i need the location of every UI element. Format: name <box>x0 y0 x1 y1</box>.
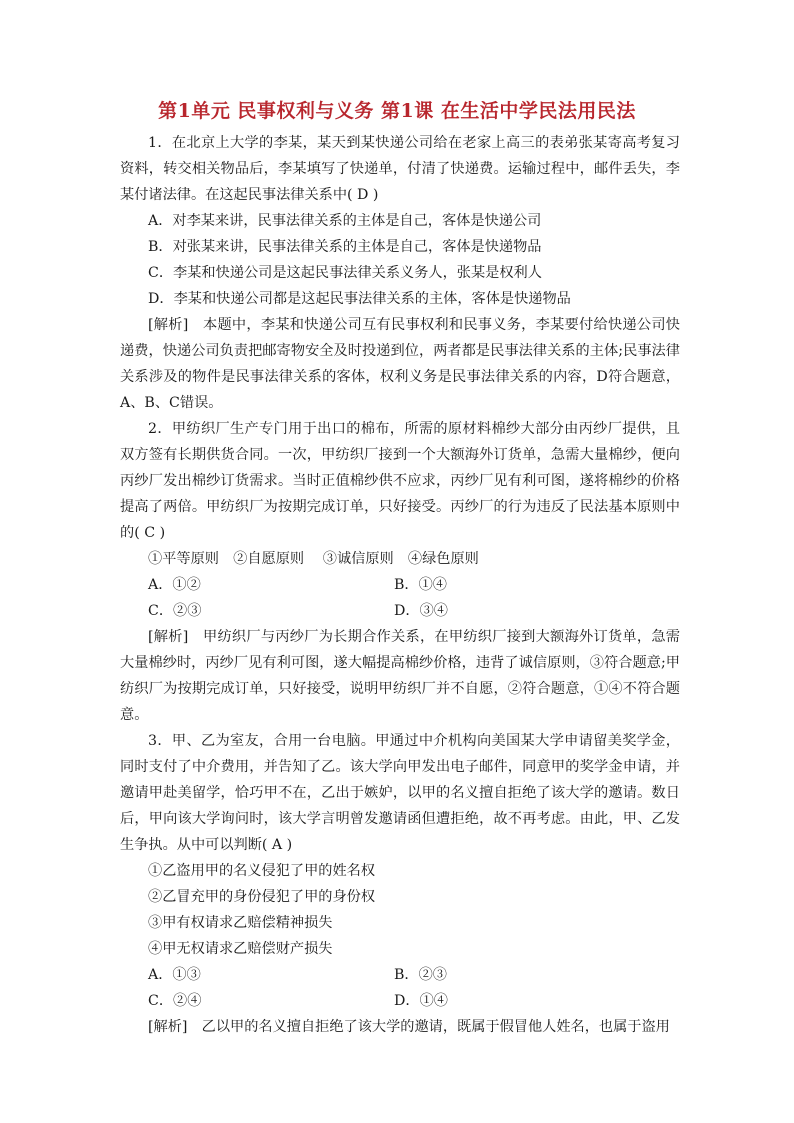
question-3-option-a: A．①③ <box>148 967 201 983</box>
question-3-analysis: [解析] 乙以甲的名义擅自拒绝了该大学的邀请，既属于假冒他人姓名，也属于盗用 <box>148 1019 670 1035</box>
question-1-option-d: D．李某和快递公司都是这起民事法律关系的主体，客体是快递物品 <box>148 291 571 307</box>
question-3-item-2: ②乙冒充甲的身份侵犯了甲的身份权 <box>148 889 376 905</box>
question-2-stem: 2．甲纺织厂生产专门用于出口的棉布，所需的原材料棉纱大部分由丙纱厂提供，且双方签有长期供货合同。一次，甲纺织厂接到一个大额海外订货单，急需大量棉纱，便向丙纱厂发出棉纱订货需求。当时正值棉纱供不应求，丙纱厂见有利可图，遂将棉纱的价格提高了两倍。甲纺织厂为按期完成订单，只好接受。丙纱厂的行为违反了民法基本原则中的( C ) <box>120 421 680 541</box>
question-3-option-c: C．②④ <box>148 993 202 1009</box>
question-2-analysis: [解析] 甲纺织厂与丙纱厂为长期合作关系，在甲纺织厂接到大额海外订货单，急需大量棉纱时，丙纱厂见有利可图，遂大幅提高棉纱价格，违背了诚信原则，③符合题意;甲纺织厂为按期完成订单，只好接受，说明甲纺织厂并不自愿，②符合题意，①④不符合题意。 <box>120 629 680 723</box>
question-3-item-4: ④甲无权请求乙赔偿财产损失 <box>148 941 333 957</box>
question-3-item-1: ①乙盗用甲的名义侵犯了甲的姓名权 <box>148 863 376 879</box>
page-title: 第1单元 民事权利与义务 第1课 在生活中学民法用民法 <box>158 100 636 122</box>
question-3-options-row-1 <box>120 962 680 988</box>
question-3-item-3: ③甲有权请求乙赔偿精神损失 <box>148 915 333 931</box>
question-1-analysis: [解析] 本题中，李某和快递公司互有民事权利和民事义务，李某要付给快递公司快递费，快递公司负责把邮寄物安全及时投递到位，两者都是民事法律关系的主体;民事法律关系涉及的物件是民事法律关系的客体，权利义务是民事法律关系的内容，D符合题意，A、B、C错误。 <box>120 317 680 411</box>
question-3-option-b: B．②③ <box>394 967 447 983</box>
question-3-option-d: D．①④ <box>394 993 448 1009</box>
question-1-option-c: C．李某和快递公司是这起民事法律关系义务人，张某是权利人 <box>148 265 542 281</box>
question-1-stem: 1．在北京上大学的李某，某天到某快递公司给在老家上高三的表弟张某寄高考复习资料，转交相关物品后，李某填写了快递单，付清了快递费。运输过程中，邮件丢失，李某付诸法律。在这起民事法律关系中( D ) <box>120 135 680 203</box>
question-1-option-a: A．对李某来讲，民事法律关系的主体是自己，客体是快递公司 <box>148 213 542 229</box>
question-2-items: ①平等原则 ②自愿原则 ③诚信原则 ④绿色原则 <box>148 551 479 567</box>
question-2-options-row-2 <box>120 598 680 624</box>
question-3-stem: 3．甲、乙为室友，合用一台电脑。甲通过中介机构向美国某大学申请留美奖学金，同时支付了中介费用，并告知了乙。该大学向甲发出电子邮件，同意甲的奖学金申请，并邀请甲赴美留学，恰巧甲不在，乙出于嫉妒，以甲的名义擅自拒绝了该大学的邀请。数日后，甲向该大学询问时，该大学言明曾发邀请函但遭拒绝，故不再考虑。由此，甲、乙发生争执。从中可以判断( A ) <box>120 733 680 853</box>
question-2-options-row-1 <box>120 572 680 598</box>
question-2-option-d: D．③④ <box>394 603 448 619</box>
question-2-option-b: B．①④ <box>394 577 447 593</box>
question-1-option-b: B．对张某来讲，民事法律关系的主体是自己，客体是快递物品 <box>148 239 542 255</box>
question-3-options-row-2 <box>120 988 680 1014</box>
question-2-option-c: C．②③ <box>148 603 202 619</box>
question-2-option-a: A．①② <box>148 577 201 593</box>
document-body <box>120 130 680 1040</box>
